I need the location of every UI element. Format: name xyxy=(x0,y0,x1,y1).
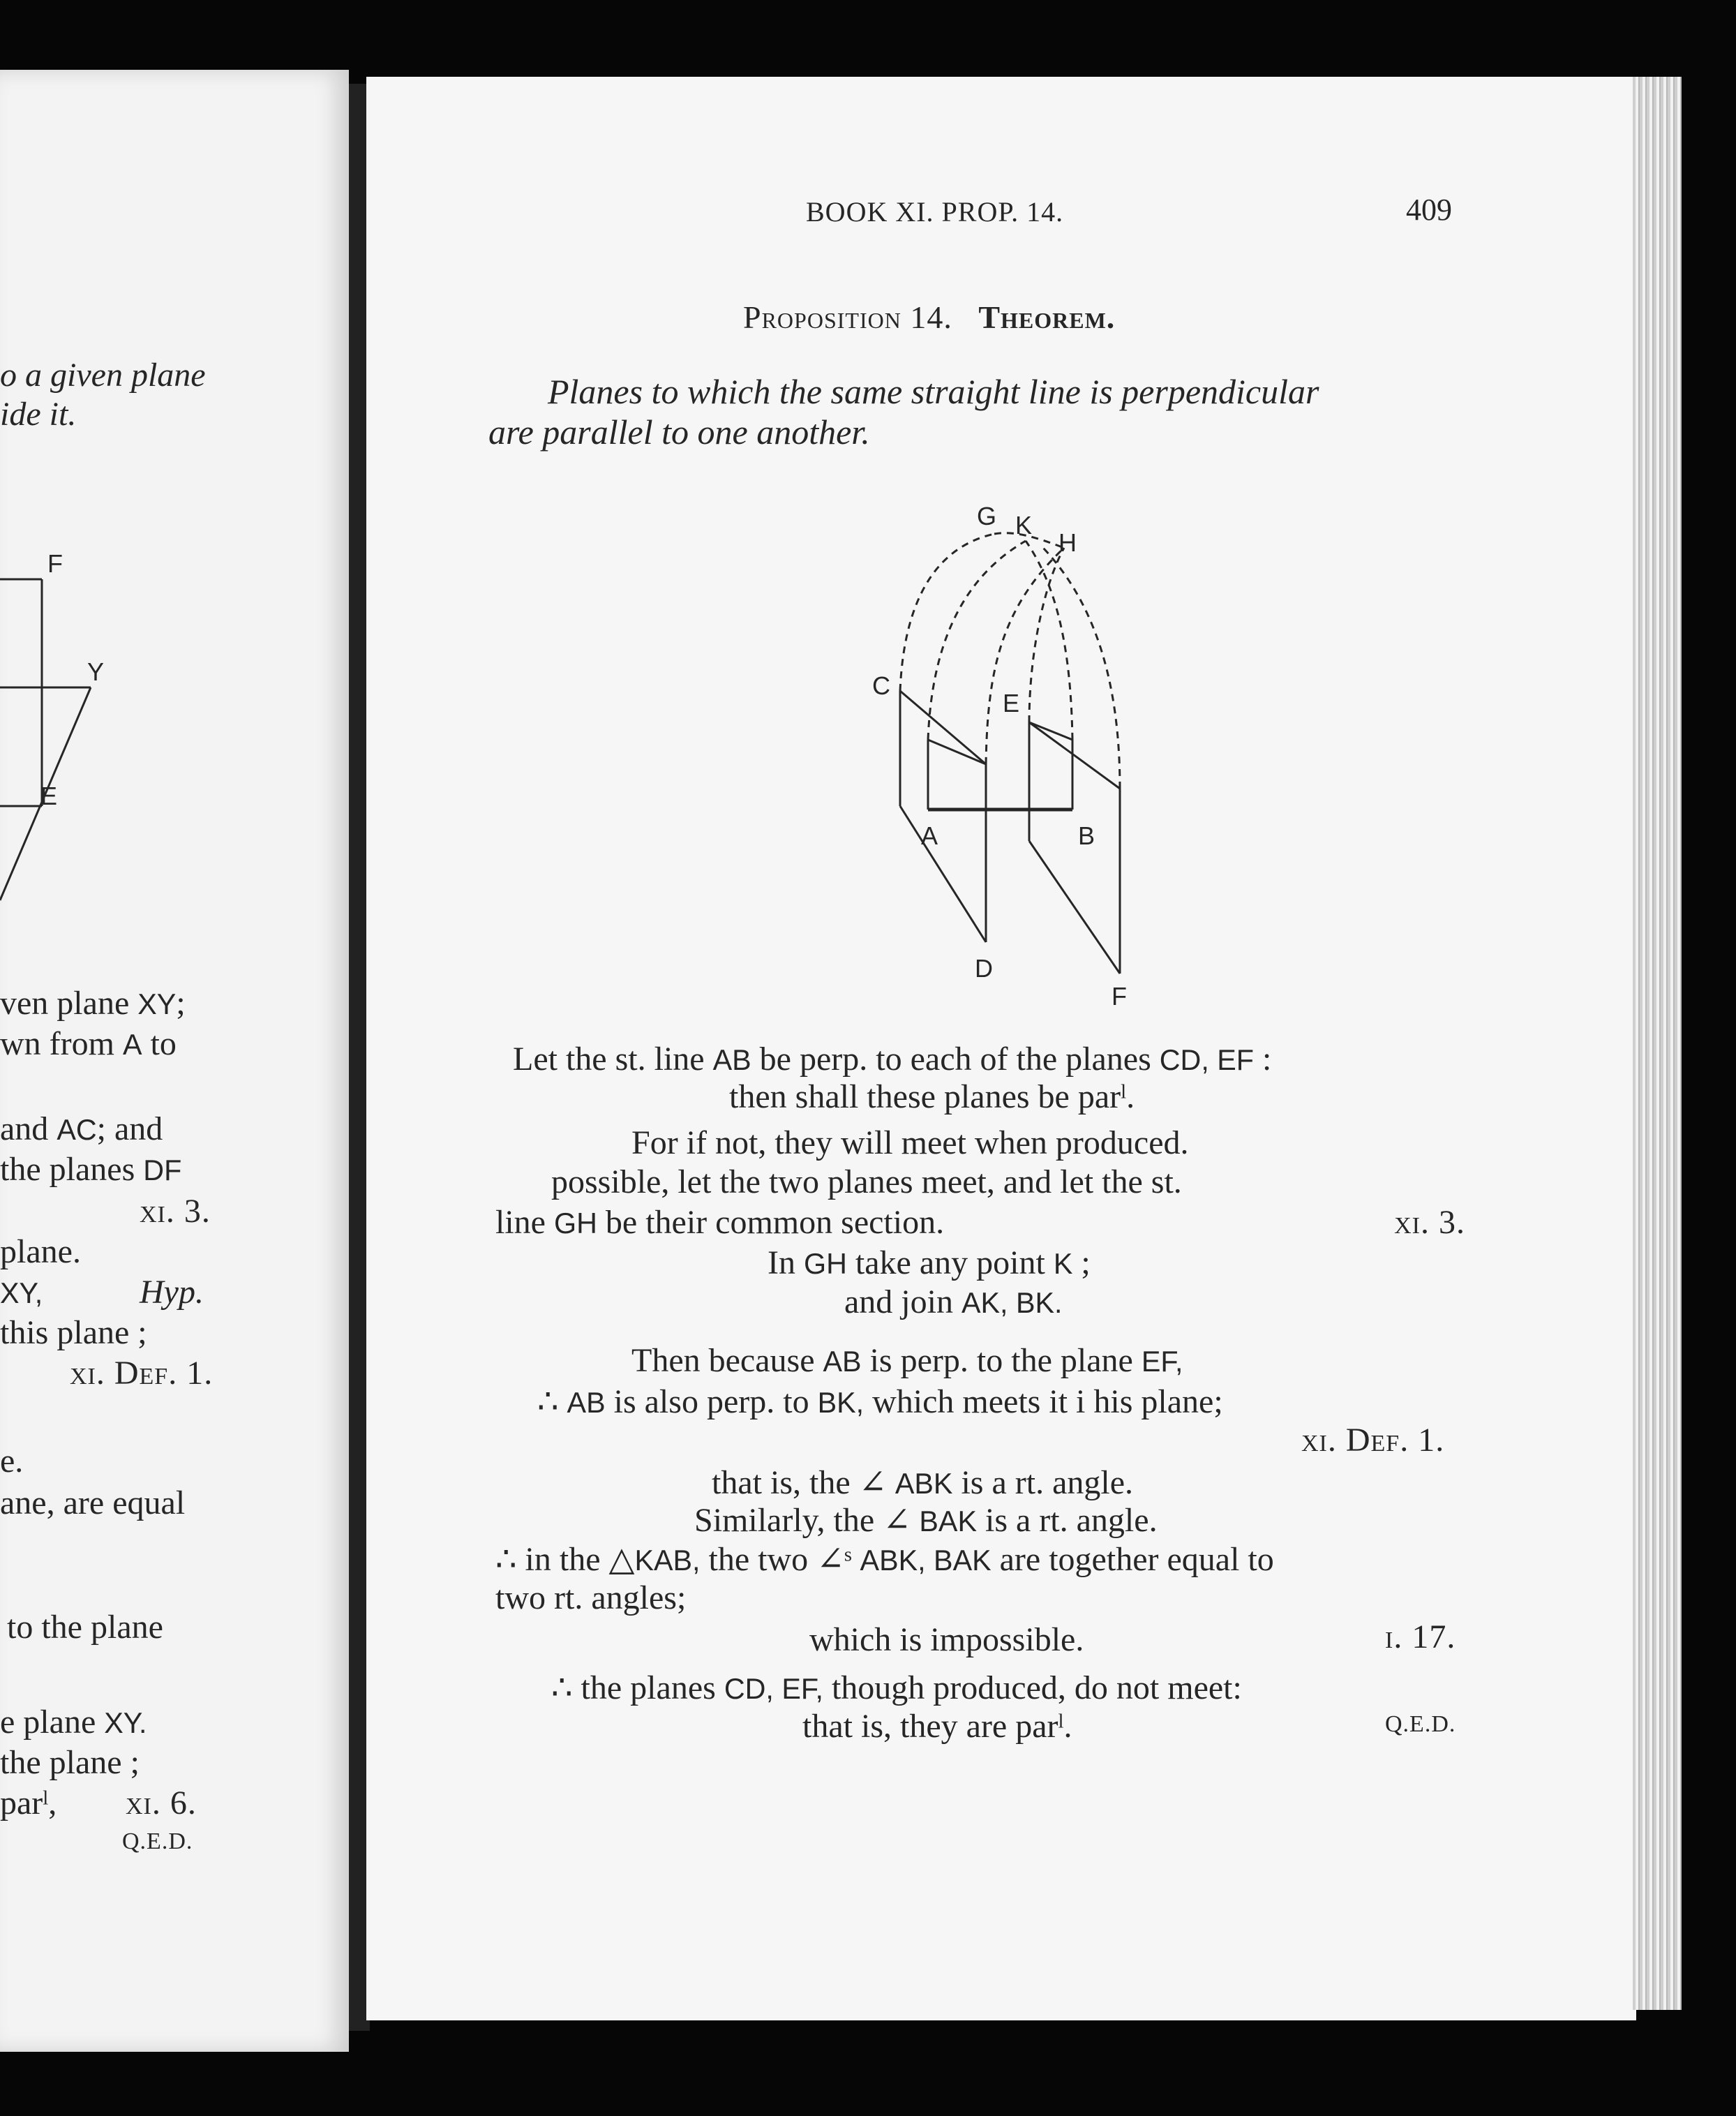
proof-text: though produced, do not meet: xyxy=(831,1669,1242,1706)
proof-text: be perp. to each of the planes xyxy=(759,1041,1151,1078)
left-text: ; and xyxy=(96,1110,163,1147)
proof-line-17: that is, they are parˡ. xyxy=(802,1708,1072,1745)
figure-label-F: F xyxy=(1112,982,1127,1011)
proof-label: ABK xyxy=(895,1468,953,1500)
left-figure-label-E: E xyxy=(40,782,58,810)
left-text-line xyxy=(0,984,186,1022)
proof-label: KAB, xyxy=(634,1544,701,1577)
proof-text: are together equal to xyxy=(999,1541,1274,1578)
proof-line-16 xyxy=(551,1668,1242,1707)
proof-text: his plane; xyxy=(1093,1383,1223,1420)
figure-label-C: C xyxy=(872,671,890,700)
left-text: the planes xyxy=(0,1151,135,1188)
proposition-figure xyxy=(855,482,1204,1011)
proof-text: Similarly, the ∠ xyxy=(694,1502,911,1539)
figure-label-H: H xyxy=(1058,528,1077,557)
proof-line-5 xyxy=(495,1203,1465,1242)
proof-line-1 xyxy=(513,1040,1271,1078)
proof-line-11 xyxy=(712,1463,1133,1502)
proof-label: GH xyxy=(803,1248,847,1280)
proof-text: that is, the ∠ xyxy=(712,1464,887,1501)
left-text: and xyxy=(0,1110,49,1147)
page-edges xyxy=(1633,77,1682,2010)
proof-label: CD, EF, xyxy=(724,1673,823,1705)
left-qed: Q.E.D. xyxy=(122,1828,193,1854)
left-text-line: the plane ; xyxy=(0,1744,140,1781)
proposition-title xyxy=(743,299,1115,336)
section-curve-BK xyxy=(1026,541,1072,740)
left-text-line xyxy=(0,1784,197,1822)
proof-line-15: which is impossible. xyxy=(809,1621,1084,1658)
page-number: 409 xyxy=(1406,193,1452,227)
left-reference: xi. 6. xyxy=(126,1785,197,1821)
proof-text: line xyxy=(495,1204,546,1241)
proof-line-14: two rt. angles; xyxy=(495,1579,687,1616)
enunciation-line-2: are parallel to one another. xyxy=(488,412,870,452)
left-text-line: to the plane xyxy=(7,1609,163,1646)
left-text-line xyxy=(0,1110,163,1148)
left-text: A xyxy=(122,1029,142,1061)
running-head: BOOK XI. PROP. 14. xyxy=(806,196,1064,228)
proof-text: Then because xyxy=(631,1342,815,1379)
proof-label: AK, BK. xyxy=(961,1287,1063,1319)
figure-label-K: K xyxy=(1015,511,1033,539)
left-figure-label-F: F xyxy=(47,549,63,578)
proof-line-8 xyxy=(631,1341,1183,1380)
left-text-line xyxy=(0,1703,147,1741)
left-enunciation-line-1: o a given plane xyxy=(0,357,206,394)
section-curve-CG xyxy=(900,534,994,691)
proof-label: AB xyxy=(823,1346,862,1378)
left-text-line: ane, are equal xyxy=(0,1484,186,1521)
proof-text: which meets it i xyxy=(872,1383,1086,1420)
proof-reference-def: xi. Def. 1. xyxy=(1301,1422,1445,1459)
figure-label-D: D xyxy=(975,954,993,983)
proof-text: ∴ in the △ xyxy=(495,1541,635,1578)
left-reference: Hyp. xyxy=(140,1274,204,1311)
right-page xyxy=(366,77,1636,2020)
proof-text: be their common section. xyxy=(605,1204,945,1241)
proof-text: In xyxy=(768,1244,795,1281)
proof-text: ∴ the planes xyxy=(551,1669,716,1706)
proposition-number: Proposition 14. xyxy=(743,299,952,335)
left-text: DF xyxy=(143,1154,182,1186)
left-text-line xyxy=(0,1273,204,1311)
proof-text: is also perp. to xyxy=(613,1383,809,1420)
plane-ef-edge xyxy=(1029,841,1120,974)
proof-text: ∴ xyxy=(537,1383,559,1420)
proof-line-9 xyxy=(537,1382,1223,1421)
proof-text: is a rt. angle. xyxy=(961,1464,1134,1501)
theorem-label: Theorem. xyxy=(978,299,1116,335)
proof-line-4: possible, let the two planes meet, and let the st. xyxy=(551,1163,1182,1200)
proof-label: ABK, BAK xyxy=(860,1544,992,1577)
left-text: XY. xyxy=(104,1707,147,1739)
plane-cd-edge xyxy=(900,806,986,942)
section-curve-back xyxy=(1029,548,1064,722)
proof-line-2: then shall these planes be parˡ. xyxy=(729,1078,1135,1115)
left-text-line: e. xyxy=(0,1443,24,1480)
left-text: wn from xyxy=(0,1025,114,1062)
proof-label: AB xyxy=(567,1387,606,1419)
proof-label: AB xyxy=(712,1044,751,1076)
proof-line-7 xyxy=(844,1283,1062,1321)
left-text: to xyxy=(150,1025,177,1062)
left-figure-label-Y: Y xyxy=(87,657,105,686)
proof-line-12 xyxy=(694,1500,1158,1540)
figure-label-G: G xyxy=(977,502,997,530)
left-text-line: this plane ; xyxy=(0,1314,147,1351)
left-text-line xyxy=(0,1150,181,1189)
left-figure xyxy=(0,461,349,810)
proof-text: is perp. to the plane xyxy=(869,1342,1133,1379)
plane-cd-edge xyxy=(900,691,986,764)
proof-text: is a rt. angle. xyxy=(985,1502,1158,1539)
proof-text: and join xyxy=(844,1283,953,1320)
left-text-line xyxy=(0,1025,177,1063)
proof-reference: xi. 3. xyxy=(1394,1204,1465,1241)
proof-label: EF, xyxy=(1141,1346,1183,1378)
proof-line-3: For if not, they will meet when produced. xyxy=(631,1124,1189,1161)
proof-line-13 xyxy=(495,1540,1274,1579)
qed-mark: Q.E.D. xyxy=(1385,1711,1456,1737)
proof-label: BAK xyxy=(919,1505,977,1537)
proof-text: ; xyxy=(1081,1244,1091,1281)
left-text: parˡ, xyxy=(0,1785,57,1821)
figure-label-B: B xyxy=(1078,821,1095,850)
proof-label: GH xyxy=(553,1207,597,1239)
proof-text: : xyxy=(1262,1041,1272,1078)
left-text: AC xyxy=(57,1114,97,1146)
proof-text: the two ∠ˢ xyxy=(708,1541,852,1578)
left-text-line: plane. xyxy=(0,1233,81,1270)
left-page xyxy=(0,70,349,2052)
left-reference: xi. Def. 1. xyxy=(70,1355,214,1392)
left-text: XY xyxy=(137,988,177,1020)
figure-label-A: A xyxy=(921,821,938,850)
left-enunciation-line-2: ide it. xyxy=(0,396,77,433)
plane-ef-edge xyxy=(1029,722,1120,789)
proof-label: K xyxy=(1053,1248,1073,1280)
figure-label-E: E xyxy=(1003,689,1020,717)
proof-text: take any point xyxy=(855,1244,1045,1281)
left-reference: xi. 3. xyxy=(140,1193,211,1230)
proof-line-6 xyxy=(768,1244,1091,1282)
left-text: ven plane xyxy=(0,985,130,1022)
left-text: ; xyxy=(176,985,186,1022)
proof-text: Let the st. line xyxy=(513,1041,705,1078)
line-A-join xyxy=(928,740,986,764)
section-curve-FH xyxy=(1043,548,1120,789)
enunciation-line-1: Planes to which the same straight line is perpendicular xyxy=(548,372,1319,411)
left-text: XY, xyxy=(0,1277,43,1309)
proof-label: CD, EF xyxy=(1159,1044,1255,1076)
proof-label: BK, xyxy=(817,1387,865,1419)
left-text: e plane xyxy=(0,1704,96,1741)
proof-reference-i17: i. 17. xyxy=(1385,1618,1456,1655)
